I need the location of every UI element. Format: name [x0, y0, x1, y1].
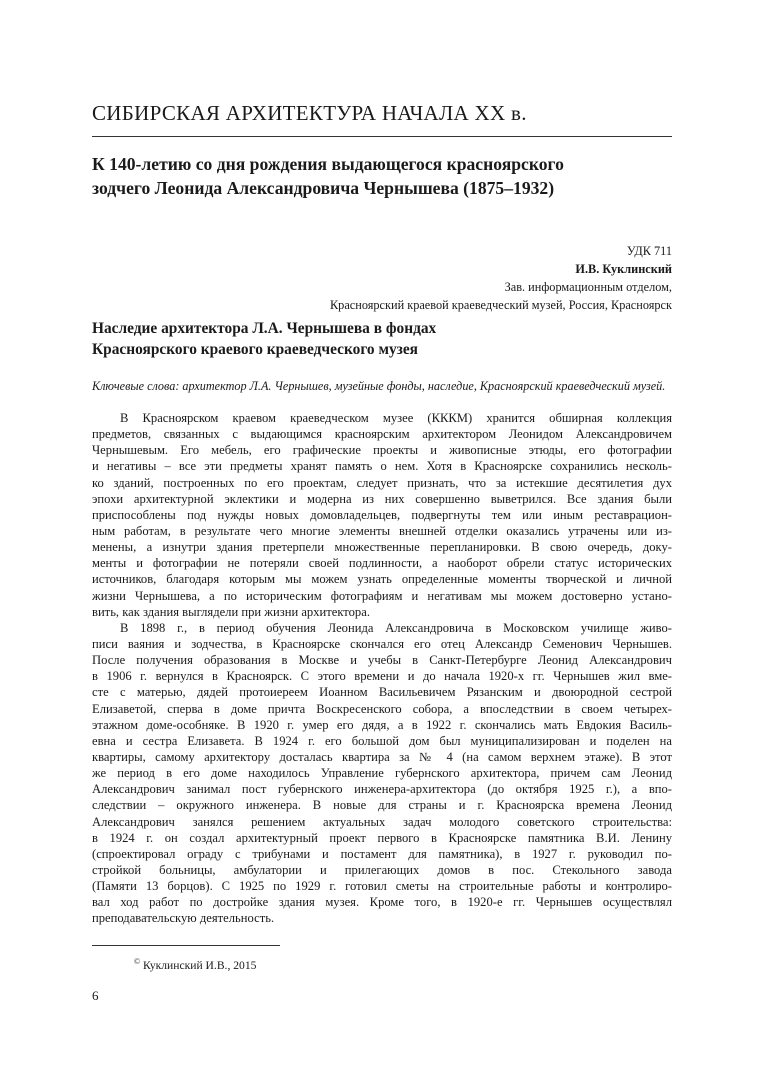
body-line: эпохи архитектурной эклектики и модерна из них совершенно выветрился. Все здания были — [92, 491, 672, 506]
body-line: предметов, связанных с выдающимся красноярским архитектором Леонидом Александровичем — [92, 427, 672, 442]
author-position: Зав. информационным отделом, — [504, 280, 672, 294]
body-line: писи ваяния и зодчества, в Красноярске скончался его отец Александр Семенович Чернышев. — [92, 636, 672, 651]
body-line: В Красноярском краевом краеведческом музее (КККМ) хранится обширная коллекция — [120, 411, 672, 425]
running-header: СИБИРСКАЯ АРХИТЕКТУРА НАЧАЛА XX в. — [92, 101, 527, 125]
body-line: жизни Чернышева, а по историческим фотографиям и негативам мы можем достоверно устано- — [92, 588, 672, 603]
body-line: ным работам, в результате чего многие элементы внешней отделки оказались утрачены или из- — [92, 523, 672, 538]
body-line: в 1924 г. он создал архитектурный проект первого в Красноярске памятника В.И. Ленину — [92, 830, 672, 845]
body-line: и негативы – все эти предметы хранят память о нем. Хотя в Красноярске сохранились несколь- — [92, 459, 672, 474]
author-affiliation: Красноярский краевой краеведческий музей, Россия, Красноярск — [329, 298, 672, 312]
author-name: И.В. Куклинский — [575, 262, 672, 276]
article-meta — [92, 242, 672, 314]
body-line: евна и сестра Елизавета. В 1924 г. его большой дом был муниципализирован и поделен на — [92, 733, 672, 748]
article-title — [92, 318, 672, 360]
copyright-text: Куклинский И.В., 2015 — [142, 958, 257, 972]
body-line: источников, благодаря которым мы можем узнать определенные моменты творческой и личной — [92, 572, 672, 587]
body-line: ко зданий, построенных по его проектам, следует признать, что за истекшие десятилетия дух — [92, 475, 672, 490]
body-line: стройкой больницы, амбулатории и прилегающих домов в пос. Стекольного завода — [92, 862, 672, 877]
body-line: Александрович занимал пост губернского инженера-архитектора (до октября 1925 г.), а впо- — [92, 782, 672, 797]
udc-code: УДК 711 — [626, 244, 672, 258]
copyright-symbol: © — [134, 957, 141, 966]
body-line: приспособлены под нужды новых домовладельцев, подвергнуты тем или иным реставрацион- — [92, 507, 672, 522]
keywords: Ключевые слова: архитектор Л.А. Чернышев, музейные фонды, наследие, Красноярский краеведческий музей. — [92, 379, 666, 393]
body-line: в 1906 г. вернулся в Красноярск. С этого времени и до начала 1920-х гг. Чернышев жил вме- — [92, 669, 672, 684]
body-line: Александрович занялся решением актуальных задач молодого советского строительства: — [92, 814, 672, 829]
body-line: (Памяти 13 борцов). С 1925 по 1929 г. готовил сметы на строительные работы и контролиро- — [92, 879, 672, 894]
header-divider — [92, 136, 672, 137]
body-line: В 1898 г., в период обучения Леонида Александровича в Московском училище живо- — [120, 620, 672, 635]
body-line: сте с матерью, дядей протоиереем Иоанном Васильевичем Рязанским и двоюродной сестрой — [92, 685, 672, 700]
body-line: вал ход работ по достройке здания музея. Кроме того, в 1920-е гг. Чернышев осуществлял — [92, 895, 672, 910]
copyright-footnote — [134, 954, 256, 973]
body-line: Чернышевым. Его мебель, его графические проекты и живописные этюды, его фотографии — [92, 443, 672, 458]
body-line: После получения образования в Москве и учебы в Санкт-Петербурге Леонид Александрович — [92, 653, 672, 668]
body-line: этажном доме-особняке. В 1920 г. умер его дядя, а в 1922 г. скончались мать Евдокия Василь- — [92, 717, 672, 732]
body-line: Елизаветой, сперва в доме причта Воскресенского собора, а впоследствии в своем четырех- — [92, 701, 672, 716]
main-title — [92, 152, 672, 200]
body-line: менены, а изнутри здания претерпели множественные перепланировки. В свою очередь, доку- — [92, 540, 672, 555]
body-line: следствии – окружного инженера. В новые для страны и г. Красноярска времена Леонид — [92, 798, 672, 813]
body-line: квартиры, самому архитектору досталась квартира за № 4 (на самом верхнем этаже). В этот — [92, 749, 672, 764]
body-line: (спроектировал ограду с трибунами и постамент для памятника), в 1927 г. руководил по- — [92, 846, 672, 861]
main-title-line: К 140-летию со дня рождения выдающегося красноярского — [92, 154, 564, 174]
article-body — [92, 410, 672, 927]
main-title-line: зодчего Леонида Александровича Чернышева (1875–1932) — [92, 178, 555, 198]
page-number: 6 — [92, 988, 99, 1003]
body-line: преподавательскую деятельность. — [92, 911, 275, 926]
footnote-divider — [92, 945, 280, 946]
body-line: менты и фотографии не потеряли своей подлинности, а наоборот обрели статус исторических — [92, 556, 672, 571]
body-line: вить, как здания выглядели при жизни архитектора. — [92, 604, 370, 619]
article-title-line: Красноярского краевого краеведческого музея — [92, 341, 418, 358]
body-line: же период в его доме находилось Управление губернского архитектора, причем сам Леонид — [92, 766, 672, 781]
article-title-line: Наследие архитектора Л.А. Чернышева в фондах — [92, 320, 437, 337]
